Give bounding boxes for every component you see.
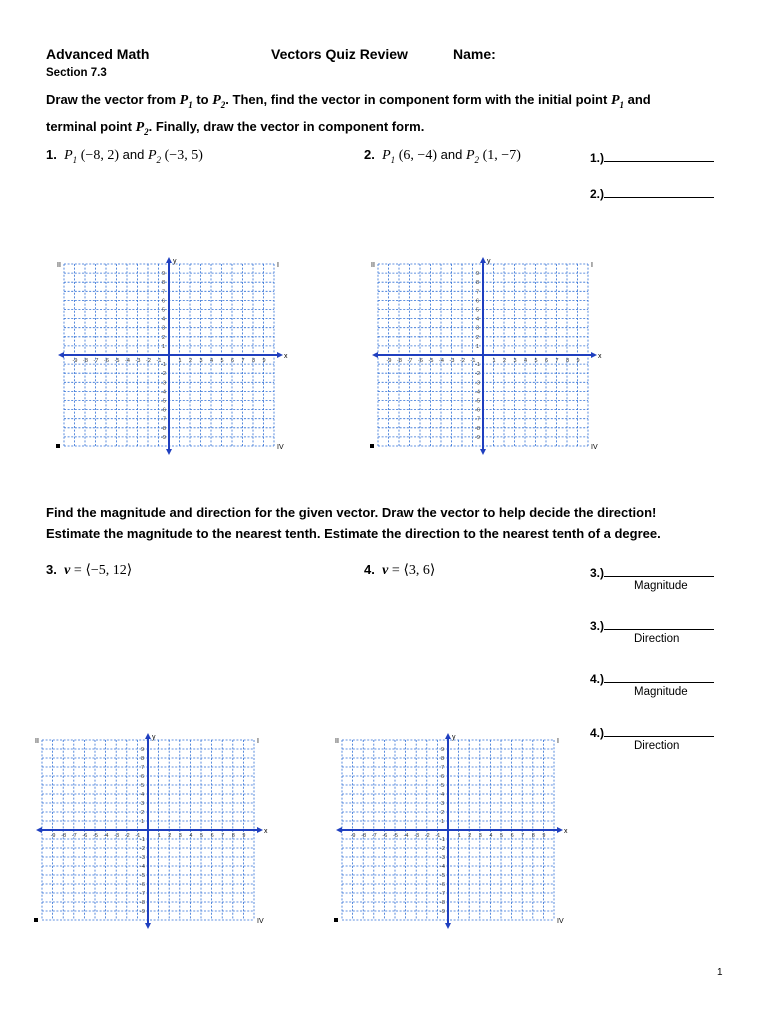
x-tick-label: 3 (478, 833, 482, 839)
y-tick-label: 7 (162, 289, 166, 296)
x-tick-label: 1 (457, 833, 461, 839)
x-tick-label: -8 (397, 358, 402, 364)
x-tick-label: 9 (242, 833, 246, 839)
y-axis-label: y (487, 258, 491, 265)
x-tick-label: -3 (135, 358, 141, 364)
quadrant-1-label: I (257, 738, 259, 745)
x-axis-arrow-left (336, 827, 342, 833)
x-tick-label: -4 (103, 833, 109, 839)
x-tick-label: -6 (418, 358, 423, 364)
y-tick-label: 9 (141, 747, 145, 753)
x-tick-label: -6 (382, 833, 388, 839)
y-tick-label: -7 (140, 891, 145, 897)
x-tick-label: -7 (407, 358, 413, 364)
x-tick-label: 2 (189, 358, 193, 364)
answer-1-blank[interactable]: 1.) (590, 150, 714, 165)
y-axis-label: y (152, 734, 156, 741)
y-tick-label: 8 (476, 280, 480, 287)
y-tick-label: 3 (441, 801, 445, 807)
coordinate-grid-1[interactable] (56, 256, 288, 456)
x-tick-label: 8 (252, 358, 256, 364)
x-tick-label: -9 (72, 358, 78, 364)
answer-3-magnitude-blank[interactable]: 3.) (590, 565, 714, 580)
y-axis-arrow-up (145, 733, 151, 739)
page-number: 1 (717, 967, 723, 978)
x-tick-label: 4 (524, 358, 528, 364)
y-axis-arrow-down (166, 449, 172, 455)
y-tick-label: -8 (161, 425, 166, 432)
x-tick-label: -2 (424, 833, 430, 839)
x-tick-label: 6 (545, 358, 549, 364)
y-axis-arrow-up (166, 257, 172, 263)
y-axis-label: y (173, 258, 177, 265)
y-tick-label: -6 (440, 882, 445, 888)
x-axis-arrow-left (58, 352, 64, 358)
y-tick-label: 6 (441, 774, 445, 780)
y-tick-label: 1 (476, 343, 480, 350)
y-tick-label: 3 (162, 325, 166, 332)
coordinate-grid-2[interactable] (370, 256, 602, 456)
y-tick-label: -8 (475, 425, 480, 432)
x-tick-label: 8 (531, 833, 535, 839)
x-tick-label: -8 (83, 358, 88, 364)
answer-4-magnitude-caption: Magnitude (634, 686, 688, 698)
x-tick-label: 6 (510, 833, 514, 839)
x-tick-label: 7 (221, 833, 225, 839)
part1-instructions: Draw the vector from $P_1$ to $P_2$. Then, find the vector in component form with the initial point $P_1$ and terminal point $P_2$. Finally, draw the vector in component form. (46, 92, 651, 137)
quadrant-2-label: II (371, 262, 375, 269)
problem-3: 3. v = ⟨−5, 12⟩ (46, 562, 133, 578)
corner-marker (334, 918, 338, 922)
x-tick-label: 5 (500, 833, 504, 839)
y-tick-label: -8 (440, 900, 445, 906)
y-tick-label: 4 (162, 316, 166, 323)
y-tick-label: 9 (441, 747, 445, 753)
y-tick-label: 7 (141, 765, 145, 771)
y-tick-label: -5 (140, 873, 145, 879)
y-tick-label: -2 (140, 846, 145, 852)
y-tick-label: 5 (441, 783, 445, 789)
coordinate-grid-4[interactable] (334, 732, 568, 930)
y-tick-label: -7 (161, 416, 166, 423)
answer-4-direction-caption: Direction (634, 740, 680, 752)
x-tick-label: 2 (168, 833, 172, 839)
x-tick-label: 8 (566, 358, 570, 364)
x-axis-arrow-right (277, 352, 283, 358)
x-tick-label: -3 (449, 358, 455, 364)
answer-3-magnitude-caption: Magnitude (634, 580, 688, 592)
y-axis-arrow-up (445, 733, 451, 739)
x-tick-label: -8 (361, 833, 367, 839)
x-tick-label: -5 (93, 833, 98, 839)
x-tick-label: -1 (435, 833, 441, 839)
x-tick-label: 3 (199, 358, 203, 364)
y-tick-label: 3 (476, 325, 480, 332)
y-axis-arrow-up (480, 257, 486, 263)
x-tick-label: 1 (492, 358, 496, 364)
quadrant-4-label: IV (591, 444, 598, 451)
y-axis-label: y (452, 734, 456, 741)
y-tick-label: 6 (141, 774, 145, 780)
y-tick-label: -1 (161, 362, 166, 369)
y-axis-arrow-down (145, 923, 151, 929)
name-label: Name: (453, 46, 496, 62)
y-tick-label: 2 (441, 810, 445, 816)
y-tick-label: 1 (141, 819, 145, 825)
section-label: Section 7.3 (46, 67, 107, 79)
y-tick-label: -9 (161, 434, 166, 441)
y-tick-label: -1 (140, 837, 145, 843)
answer-4-magnitude-blank[interactable]: 4.) (590, 671, 714, 686)
part2-instructions: Find the magnitude and direction for the given vector. Draw the vector to help decide the direction! Estimate the magnitude to the nearest tenth. Estimate the direction to the nearest tenth of a degree. (46, 505, 661, 541)
y-tick-label: -4 (440, 864, 445, 870)
x-tick-label: -7 (371, 833, 377, 839)
x-tick-label: -2 (460, 358, 465, 364)
x-tick-label: 5 (534, 358, 538, 364)
y-tick-label: -3 (475, 380, 480, 387)
y-tick-label: -9 (140, 909, 145, 915)
x-tick-label: -6 (104, 358, 109, 364)
x-tick-label: -4 (439, 358, 444, 364)
y-tick-label: 8 (141, 756, 145, 762)
answer-3-direction-caption: Direction (634, 633, 680, 645)
quadrant-4-label: IV (277, 444, 284, 451)
y-tick-label: -6 (161, 407, 166, 414)
y-tick-label: -2 (475, 371, 480, 378)
x-tick-label: -3 (414, 833, 420, 839)
x-tick-label: -7 (93, 358, 99, 364)
y-tick-label: 7 (476, 289, 480, 296)
x-tick-label: 7 (521, 833, 525, 839)
corner-marker (34, 918, 38, 922)
y-tick-label: 9 (476, 271, 480, 278)
y-tick-label: -4 (475, 389, 480, 396)
x-tick-label: 9 (542, 833, 546, 839)
x-tick-label: -5 (393, 833, 398, 839)
x-tick-label: -8 (61, 833, 67, 839)
x-tick-label: -9 (50, 833, 56, 839)
y-tick-label: 8 (441, 756, 445, 762)
x-tick-label: 9 (262, 358, 266, 364)
x-tick-label: 5 (200, 833, 204, 839)
x-tick-label: 6 (210, 833, 214, 839)
x-tick-label: -5 (428, 358, 434, 364)
y-tick-label: -2 (161, 371, 166, 378)
y-tick-label: 1 (162, 343, 166, 350)
course-title: Advanced Math (46, 46, 150, 62)
y-tick-label: 2 (141, 810, 145, 816)
y-tick-label: -6 (140, 882, 145, 888)
x-axis-arrow-left (36, 827, 42, 833)
y-tick-label: -1 (440, 837, 445, 843)
y-tick-label: -5 (440, 873, 445, 879)
y-tick-label: -8 (140, 900, 145, 906)
x-tick-label: -7 (71, 833, 77, 839)
y-tick-label: 5 (162, 307, 166, 314)
y-tick-label: -9 (440, 909, 445, 915)
x-tick-label: 9 (576, 358, 580, 364)
y-tick-label: -1 (475, 362, 480, 369)
answer-2-blank[interactable]: 2.) (590, 186, 714, 201)
y-tick-label: -4 (140, 864, 145, 870)
x-tick-label: 4 (489, 833, 493, 839)
x-tick-label: -9 (350, 833, 356, 839)
x-tick-label: -9 (386, 358, 392, 364)
y-tick-label: -5 (475, 398, 480, 405)
y-tick-label: -7 (440, 891, 445, 897)
x-tick-label: -1 (135, 833, 141, 839)
y-tick-label: -7 (475, 416, 480, 423)
x-axis-label: x (284, 353, 288, 360)
x-axis-arrow-right (591, 352, 597, 358)
x-tick-label: 1 (157, 833, 161, 839)
y-tick-label: -3 (161, 380, 166, 387)
problem-2: 2. $P_1$ (6, −4) and $P_2$ (1, −7) (364, 147, 521, 165)
y-tick-label: 4 (141, 792, 145, 798)
x-axis-label: x (598, 353, 602, 360)
corner-marker (56, 444, 60, 448)
quadrant-2-label: II (35, 738, 39, 745)
y-tick-label: 5 (141, 783, 145, 789)
x-tick-label: 4 (210, 358, 214, 364)
y-tick-label: 4 (476, 316, 480, 323)
y-tick-label: 1 (441, 819, 445, 825)
x-tick-label: -2 (124, 833, 130, 839)
y-tick-label: 3 (141, 801, 145, 807)
corner-marker (370, 444, 374, 448)
x-tick-label: -1 (470, 358, 476, 364)
quadrant-2-label: II (57, 262, 61, 269)
y-tick-label: 6 (162, 298, 166, 305)
x-tick-label: -1 (156, 358, 162, 364)
quadrant-1-label: I (557, 738, 559, 745)
x-tick-label: -4 (125, 358, 130, 364)
x-tick-label: 2 (468, 833, 472, 839)
y-tick-label: -5 (161, 398, 166, 405)
x-tick-label: 8 (231, 833, 235, 839)
quiz-title: Vectors Quiz Review (271, 46, 408, 62)
quadrant-1-label: I (591, 262, 593, 269)
x-axis-arrow-right (557, 827, 563, 833)
y-tick-label: -6 (475, 407, 480, 414)
y-tick-label: -4 (161, 389, 166, 396)
x-tick-label: 7 (555, 358, 559, 364)
quadrant-1-label: I (277, 262, 279, 269)
y-tick-label: 8 (162, 280, 166, 287)
y-tick-label: -3 (440, 855, 445, 861)
x-tick-label: -5 (114, 358, 120, 364)
y-tick-label: -3 (140, 855, 145, 861)
y-tick-label: -2 (440, 846, 445, 852)
y-tick-label: 5 (476, 307, 480, 314)
coordinate-grid-3[interactable] (34, 732, 268, 930)
x-tick-label: 3 (178, 833, 182, 839)
y-tick-label: 9 (162, 271, 166, 278)
y-tick-label: 7 (441, 765, 445, 771)
answer-3-direction-blank[interactable]: 3.) (590, 618, 714, 633)
x-axis-arrow-right (257, 827, 263, 833)
x-tick-label: 7 (241, 358, 245, 364)
x-axis-label: x (264, 828, 268, 835)
quadrant-2-label: II (335, 738, 339, 745)
x-tick-label: 6 (231, 358, 235, 364)
x-tick-label: 4 (189, 833, 193, 839)
y-axis-arrow-down (445, 923, 451, 929)
x-tick-label: -6 (82, 833, 88, 839)
x-axis-label: x (564, 828, 568, 835)
x-tick-label: 3 (513, 358, 517, 364)
y-tick-label: 4 (441, 792, 445, 798)
y-tick-label: -9 (475, 434, 480, 441)
x-tick-label: 2 (503, 358, 507, 364)
quadrant-4-label: IV (257, 918, 264, 925)
x-tick-label: -4 (403, 833, 409, 839)
quadrant-4-label: IV (557, 918, 564, 925)
x-tick-label: 5 (220, 358, 224, 364)
y-tick-label: 2 (476, 334, 480, 341)
y-tick-label: 6 (476, 298, 480, 305)
x-tick-label: -2 (146, 358, 151, 364)
y-tick-label: 2 (162, 334, 166, 341)
problem-4: 4. v = ⟨3, 6⟩ (364, 562, 436, 578)
problem-1: 1. $P_1$ (−8, 2) and $P_2$ (−3, 5) (46, 147, 203, 165)
y-axis-arrow-down (480, 449, 486, 455)
x-axis-arrow-left (372, 352, 378, 358)
x-tick-label: -3 (114, 833, 120, 839)
x-tick-label: 1 (178, 358, 182, 364)
answer-4-direction-blank[interactable]: 4.) (590, 725, 714, 740)
